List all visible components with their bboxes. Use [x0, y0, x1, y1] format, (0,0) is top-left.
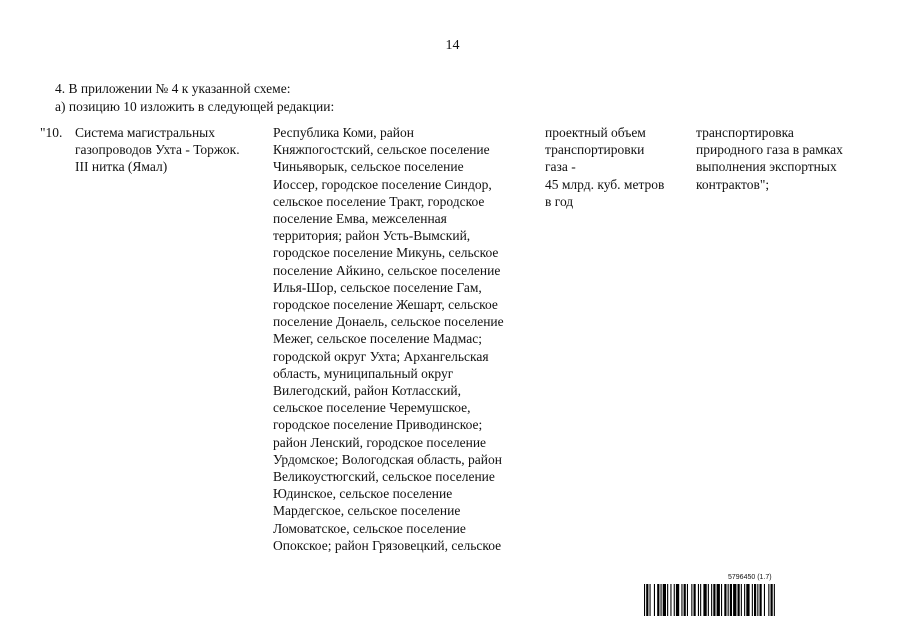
barcode-icon — [644, 584, 858, 616]
intro-paragraph-item-4: 4. В приложении № 4 к указанной схеме: — [55, 81, 291, 96]
specifications-cell: проектный объем транспортировки газа - 45 млрд. куб. метров в год — [545, 125, 665, 209]
location-cell: Республика Коми, район Княжпогостский, сельское поселение Чиньяворык, сельское поселение Иоссер, городское поселение Синдор, сельское поселение Тракт, городское поселение Емва, межселенная территория; район Усть-Вымский, городское поселение Микунь, сельское поселение Айкино, сельское поселение Илья-Шор, сельское поселение Гам, городское поселение Жешарт, сельское поселение Донаель, сельское поселение Межег, сельское поселение Мадмас; городской округ Ухта; Архангельская область, муниципальный округ Вилегодский, район Котласский, сельское поселение Черемушское, городское поселение Приводинское; район Ленский, городское поселение Урдомское; Вологодская область, район Великоустюгский, сельское поселение Юдинское, сельское поселение Мардегское, сельское поселение Ломоватское, сельское поселение Опокское; район Грязовецкий, сельское — [273, 125, 504, 553]
barcode-caption: 5796450 (1.7) — [728, 574, 772, 581]
purpose-cell: транспортировка природного газа в рамках выполнения экспортных контрактов"; — [696, 125, 843, 192]
intro-paragraph-subitem-a: а) позицию 10 изложить в следующей редакции: — [55, 99, 335, 114]
object-name-cell: Система магистральных газопроводов Ухта - Торжок. III нитка (Ямал) — [75, 125, 240, 175]
document-barcode — [644, 574, 858, 618]
row-number-cell: "10. — [40, 125, 63, 140]
page-number: 14 — [445, 38, 460, 53]
